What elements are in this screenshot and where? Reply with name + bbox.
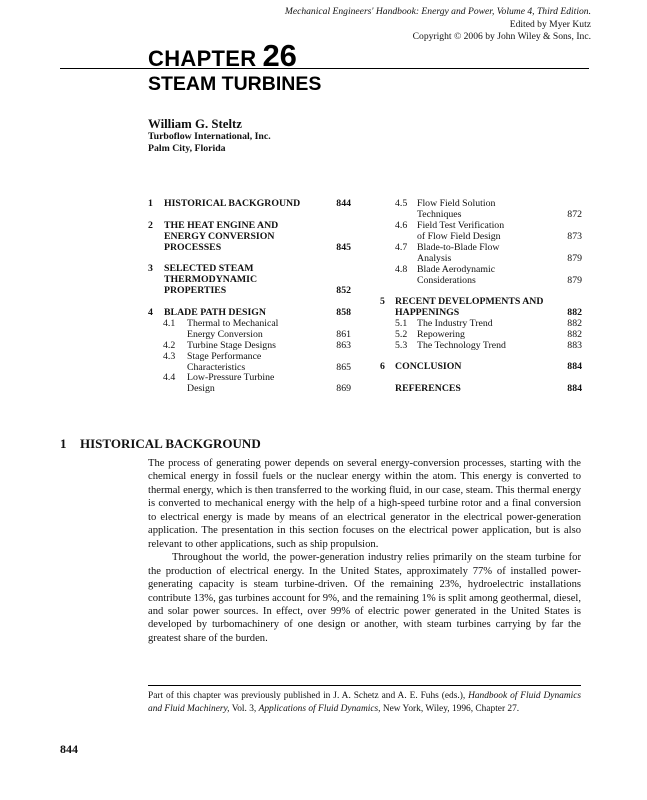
toc-num: 4.7	[395, 242, 408, 253]
toc-title-line: Stage Performance	[187, 351, 262, 362]
toc-title-line: THE HEAT ENGINE AND	[164, 220, 279, 231]
footnote-text: New York, Wiley, 1996, Chapter 27.	[382, 703, 520, 714]
toc-num: 4.2	[163, 340, 176, 351]
toc-title-line: Considerations	[417, 275, 476, 286]
toc-page: 852	[336, 285, 351, 296]
toc-num: 5	[380, 296, 385, 307]
toc-title: HISTORICAL BACKGROUND	[164, 198, 301, 209]
toc-title-line: PROCESSES	[164, 242, 222, 253]
toc-entry[interactable]	[380, 361, 462, 372]
toc-num: 4.3	[163, 351, 176, 362]
toc-title-line: PROPERTIES	[164, 285, 227, 296]
toc-page: 865	[336, 362, 351, 373]
toc-entry[interactable]	[148, 263, 258, 296]
toc-title-line: SELECTED STEAM	[164, 263, 254, 274]
toc-page: 882	[567, 318, 582, 329]
chapter-title: STEAM TURBINES	[148, 73, 322, 95]
toc-num: 4.8	[395, 264, 408, 275]
toc-page: 879	[567, 253, 582, 264]
toc-page: 882	[567, 307, 582, 318]
toc-num: 5.2	[395, 329, 408, 340]
affiliation-location: Palm City, Florida	[148, 142, 226, 154]
toc-title-line: of Flow Field Design	[417, 231, 501, 242]
toc-num: 4.1	[163, 318, 176, 329]
toc-page: 873	[567, 231, 582, 242]
footnote-text: Vol. 3,	[231, 703, 257, 714]
toc-num: 4	[148, 307, 153, 318]
copyright-line: Copyright © 2006 by John Wiley & Sons, Inc.	[412, 31, 591, 42]
toc-title-line: Techniques	[417, 209, 462, 220]
paragraph: Throughout the world, the power-generation industry relies primarily on the steam turbine for the production of electrical energy. In the United States, approximately 77% of installed power-generating capacity is steam turbine-driven. Of the remaining 23%, hydroelectric installations contribute 13%, gas turbines account for 9%, and the remaining 1% is split among geothermal, diesel, and solar power sources. In effect, over 99% of electric power generated in the United States is developed by turbomachinery of one design or another, with steam turbines carrying by far the greatest share of the burden.	[148, 552, 581, 644]
toc-subentry[interactable]	[163, 351, 262, 373]
book-title-line: Mechanical Engineers' Handbook: Energy and Power, Volume 4, Third Edition.	[284, 6, 591, 17]
toc-entry[interactable]	[148, 220, 279, 253]
toc-subentry[interactable]	[395, 242, 500, 264]
toc-title-line: HAPPENINGS	[395, 307, 460, 318]
toc-title: The Technology Trend	[417, 340, 506, 351]
toc-title-line: Thermal to Mechanical	[187, 318, 279, 329]
toc-num: 1	[148, 198, 153, 209]
toc-subentry[interactable]	[163, 340, 276, 351]
toc-title-line: Low-Pressure Turbine	[187, 372, 275, 383]
toc-title-line: Blade-to-Blade Flow	[417, 242, 500, 253]
toc-num: 5.3	[395, 340, 408, 351]
toc-entry[interactable]	[395, 383, 461, 394]
toc-subentry[interactable]	[395, 264, 496, 286]
footnote-volume-title: Applications of Fluid Dynamics,	[258, 703, 381, 714]
toc-page: 884	[567, 383, 582, 394]
toc-title-line: Flow Field Solution	[417, 198, 496, 209]
toc-title-line: Design	[187, 383, 215, 394]
toc-subentry[interactable]	[395, 340, 506, 351]
footnote	[148, 690, 581, 715]
toc-title-line: THERMODYNAMIC	[164, 274, 258, 285]
toc-page: 869	[336, 383, 351, 394]
toc-page: 858	[336, 307, 351, 318]
toc-page: 884	[567, 361, 582, 372]
footnote-rule	[148, 685, 581, 686]
toc-page: 845	[336, 242, 351, 253]
page-number: 844	[60, 742, 78, 756]
toc-title: CONCLUSION	[395, 361, 462, 372]
toc-title-line: Field Test Verification	[417, 220, 505, 231]
toc-title: Repowering	[417, 329, 465, 340]
toc-title: REFERENCES	[395, 383, 461, 394]
toc-num: 4.6	[395, 220, 408, 231]
toc-page: 863	[336, 340, 351, 351]
toc-subentry[interactable]	[395, 198, 496, 220]
toc-title: The Industry Trend	[417, 318, 493, 329]
toc-num: 3	[148, 263, 153, 274]
toc-num: 4.5	[395, 198, 408, 209]
section-heading	[60, 436, 261, 452]
toc-page: 882	[567, 329, 582, 340]
toc-subentry[interactable]	[395, 318, 493, 329]
affiliation-org: Turboflow International, Inc.	[148, 131, 271, 142]
toc-title: Turbine Stage Designs	[187, 340, 276, 351]
toc-page: 844	[336, 198, 351, 209]
toc-page: 883	[567, 340, 582, 351]
toc-subentry[interactable]	[163, 318, 279, 340]
toc-title-line: Blade Aerodynamic	[417, 264, 496, 275]
toc-title-line: Analysis	[417, 253, 452, 264]
toc-title-line: ENERGY CONVERSION	[164, 231, 275, 242]
toc-entry[interactable]	[380, 296, 544, 318]
section-number: 1	[60, 436, 67, 451]
toc-num: 2	[148, 220, 153, 231]
editor-line: Edited by Myer Kutz	[509, 18, 591, 30]
body-text	[148, 457, 581, 645]
section-title: HISTORICAL BACKGROUND	[80, 436, 261, 451]
author-name: William G. Steltz	[148, 117, 242, 131]
toc-num: 4.4	[163, 372, 176, 383]
toc-num: 5.1	[395, 318, 408, 329]
toc-entry[interactable]	[148, 198, 301, 209]
toc-subentry[interactable]	[395, 329, 465, 340]
footnote-book-title: Handbook of Fluid Dynamics and Fluid Machinery,	[148, 691, 581, 714]
toc-title-line: Energy Conversion	[187, 329, 263, 340]
toc-title-line: RECENT DEVELOPMENTS AND	[395, 296, 544, 307]
toc-page: 861	[336, 329, 351, 340]
toc-num: 6	[380, 361, 385, 372]
chapter-word: CHAPTER	[148, 46, 257, 71]
toc-page: 872	[567, 209, 582, 220]
toc-page: 879	[567, 275, 582, 286]
toc-title-line: Characteristics	[187, 362, 246, 373]
toc-entry[interactable]	[148, 307, 266, 318]
toc-subentry[interactable]	[395, 220, 505, 242]
footnote-text: Part of this chapter was previously published in J. A. Schetz and A. E. Fuhs (eds.),	[148, 691, 466, 701]
toc-subentry[interactable]	[163, 372, 275, 394]
toc-title: BLADE PATH DESIGN	[164, 307, 266, 318]
paragraph: The process of generating power depends on several energy-conversion processes, starting with the chemical energy in fossil fuels or the nuclear energy within the atom. This energy is converted to thermal energy, which is then transferred to the working fluid, in our case, steam. This thermal energy is converted to mechanical energy with the help of a high-speed turbine rotor and a final conversion to electrical energy is made by means of an electrical generator in the electrical power-generation application. The presentation in this section focuses on the electrical power application, but is also relevant to other applications, such as ship propulsion.	[148, 458, 581, 550]
chapter-number: 26	[262, 38, 297, 73]
